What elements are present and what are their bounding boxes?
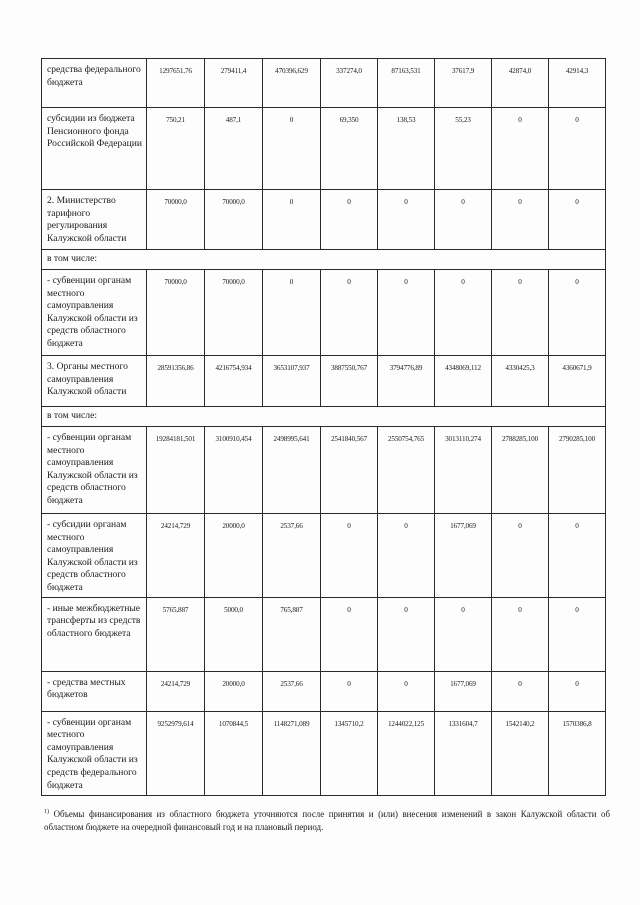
value-cell: 20000,0: [205, 671, 263, 711]
value-cell: 70000,0: [147, 270, 205, 356]
row-label: - иные межбюджетные трансферты из средств областного бюджета: [42, 597, 147, 671]
value-cell: 0: [549, 597, 606, 671]
value-cell: 0: [492, 108, 549, 190]
value-cell: 0: [263, 108, 321, 190]
table-row: [42, 597, 606, 671]
table-row: [42, 270, 606, 356]
value-cell: 3653107,937: [263, 356, 321, 407]
value-cell: 55,23: [435, 108, 492, 190]
value-cell: 1331604,7: [435, 711, 492, 795]
row-label: - субсидии органам местного самоуправления Калужской области из средств областного бюджета: [42, 514, 147, 598]
value-cell: 0: [378, 270, 435, 356]
value-cell: 0: [378, 514, 435, 598]
value-cell: 337274,0: [321, 59, 378, 108]
value-cell: 0: [263, 270, 321, 356]
value-cell: 0: [321, 190, 378, 250]
value-cell: 2541840,567: [321, 427, 378, 514]
budget-table: [41, 58, 606, 796]
value-cell: 1677,069: [435, 514, 492, 598]
value-cell: 69,350: [321, 108, 378, 190]
value-cell: 2498995,641: [263, 427, 321, 514]
row-label: - субвенции органам местного самоуправления Калужской области из средств областного бюджета: [42, 427, 147, 514]
footnote: [44, 808, 610, 834]
footnote-text: Объемы финансирования из областного бюджета уточняются после принятия и (или) внесения изменений в закон Калужской области об областном бюджете на очередной финансовый год и на плановый период.: [44, 809, 611, 832]
value-cell: 37617,9: [435, 59, 492, 108]
row-label: средства федерального бюджета: [42, 59, 147, 108]
value-cell: 0: [435, 270, 492, 356]
value-cell: 1677,069: [435, 671, 492, 711]
value-cell: 20000,0: [205, 514, 263, 598]
value-cell: 3794776,89: [378, 356, 435, 407]
value-cell: 279411,4: [205, 59, 263, 108]
value-cell: 750,21: [147, 108, 205, 190]
value-cell: 0: [492, 270, 549, 356]
value-cell: 0: [492, 514, 549, 598]
value-cell: 2788285,100: [492, 427, 549, 514]
value-cell: 2537,66: [263, 514, 321, 598]
value-cell: 0: [263, 190, 321, 250]
value-cell: 4360671,9: [549, 356, 606, 407]
value-cell: 0: [321, 514, 378, 598]
value-cell: 138,53: [378, 108, 435, 190]
table-section-row: [42, 407, 606, 427]
value-cell: 3013110,274: [435, 427, 492, 514]
value-cell: 1542140,2: [492, 711, 549, 795]
table-row: [42, 59, 606, 108]
table-body: [42, 59, 606, 796]
value-cell: 42914,3: [549, 59, 606, 108]
value-cell: 5765,887: [147, 597, 205, 671]
value-cell: 5000,0: [205, 597, 263, 671]
value-cell: 70000,0: [205, 190, 263, 250]
value-cell: 0: [549, 514, 606, 598]
row-label: 2. Министерство тарифного регулирования Калужской области: [42, 190, 147, 250]
table-row: [42, 427, 606, 514]
value-cell: 19284181,501: [147, 427, 205, 514]
value-cell: 1070844,5: [205, 711, 263, 795]
value-cell: 1244022,125: [378, 711, 435, 795]
value-cell: 0: [435, 190, 492, 250]
row-label: - средства местных бюджетов: [42, 671, 147, 711]
value-cell: 4330425,3: [492, 356, 549, 407]
value-cell: 765,887: [263, 597, 321, 671]
row-label: 3. Органы местного самоуправления Калужской области: [42, 356, 147, 407]
table-row: [42, 671, 606, 711]
value-cell: 24214,729: [147, 514, 205, 598]
value-cell: 0: [321, 270, 378, 356]
value-cell: 0: [435, 597, 492, 671]
section-label: в том числе:: [42, 250, 606, 270]
value-cell: 70000,0: [205, 270, 263, 356]
value-cell: 4348069,112: [435, 356, 492, 407]
table-section-row: [42, 250, 606, 270]
value-cell: 87163,531: [378, 59, 435, 108]
value-cell: 2790285,100: [549, 427, 606, 514]
value-cell: 0: [492, 597, 549, 671]
table-row: [42, 356, 606, 407]
value-cell: 0: [549, 671, 606, 711]
value-cell: 0: [378, 671, 435, 711]
value-cell: 0: [492, 190, 549, 250]
value-cell: 2550754,765: [378, 427, 435, 514]
row-label: - субвенции органам местного самоуправления Калужской области из средств областного бюджета: [42, 270, 147, 356]
value-cell: 3100910,454: [205, 427, 263, 514]
value-cell: 1297651,76: [147, 59, 205, 108]
table-row: [42, 514, 606, 598]
row-label: - субвенции органам местного самоуправления Калужской области из средств федерального бюджета: [42, 711, 147, 795]
value-cell: 0: [549, 190, 606, 250]
footnote-marker: 1): [44, 809, 49, 816]
row-label: субсидии из бюджета Пенсионного фонда Российской Федерации: [42, 108, 147, 190]
value-cell: 28591356,86: [147, 356, 205, 407]
value-cell: 1570386,8: [549, 711, 606, 795]
value-cell: 42874,0: [492, 59, 549, 108]
value-cell: 70000,0: [147, 190, 205, 250]
value-cell: 0: [378, 597, 435, 671]
value-cell: 24214,729: [147, 671, 205, 711]
value-cell: 0: [321, 597, 378, 671]
value-cell: 1148271,089: [263, 711, 321, 795]
table-row: [42, 711, 606, 795]
value-cell: 487,1: [205, 108, 263, 190]
value-cell: 2537,66: [263, 671, 321, 711]
table-row: [42, 190, 606, 250]
table-row: [42, 108, 606, 190]
value-cell: 0: [492, 671, 549, 711]
value-cell: 0: [549, 270, 606, 356]
value-cell: 1345710,2: [321, 711, 378, 795]
value-cell: 3887550,767: [321, 356, 378, 407]
value-cell: 4216754,934: [205, 356, 263, 407]
value-cell: 0: [549, 108, 606, 190]
section-label: в том числе:: [42, 407, 606, 427]
value-cell: 470396,629: [263, 59, 321, 108]
value-cell: 0: [378, 190, 435, 250]
value-cell: 0: [321, 671, 378, 711]
value-cell: 9252979,614: [147, 711, 205, 795]
